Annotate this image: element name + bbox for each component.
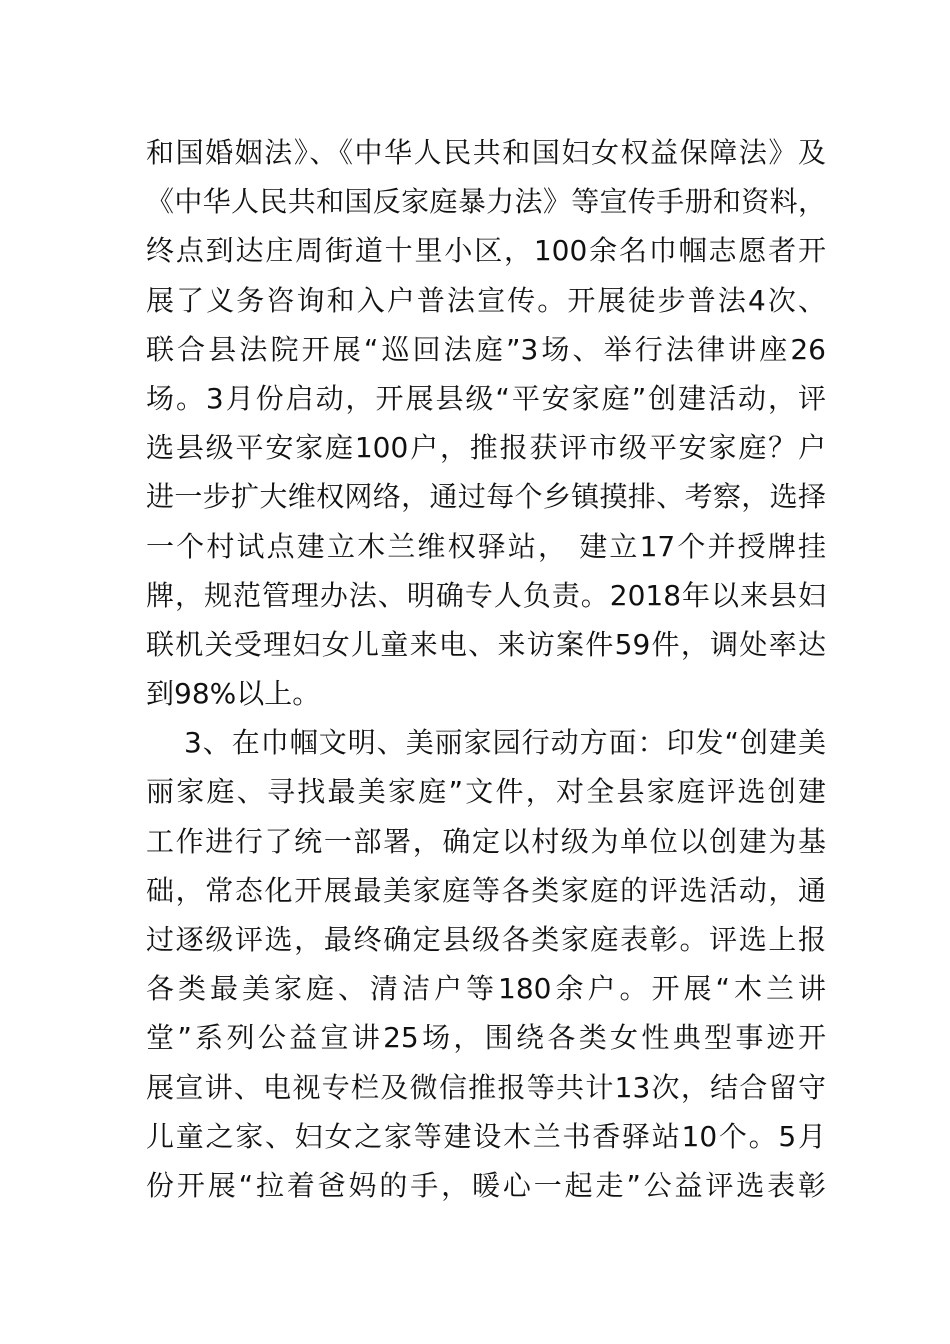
- text-line: 儿童之家、妇女之家等建设木兰书香驿站10个。5月: [146, 1119, 826, 1153]
- body-text: [146, 128, 826, 1210]
- text-line: 丽家庭、寻找最美家庭”文件，对全县家庭评选创建: [146, 775, 826, 809]
- text-line: 工作进行了统一部署，确定以村级为单位以创建为基: [146, 824, 826, 858]
- text-line: 《中华人民共和国反家庭暴力法》等宣传手册和资料，: [146, 185, 826, 219]
- text-line: 选县级平安家庭100户，推报获评市级平安家庭？户: [146, 431, 826, 465]
- paragraph-first-line: 3、在巾帼文明、美丽家园行动方面：印发“创建美: [184, 726, 826, 760]
- text-line: 展宣讲、电视专栏及微信推报等共计13次，结合留守: [146, 1070, 826, 1104]
- text-line: 础，常态化开展最美家庭等各类家庭的评选活动，通: [146, 873, 826, 907]
- text-line: 过逐级评选，最终确定县级各类家庭表彰。评选上报: [146, 923, 826, 956]
- text-line: 进一步扩大维权网络，通过每个乡镇摸排、考察，选择: [146, 480, 826, 514]
- text-line: 一个村试点建立木兰维权驿站， 建立17个并授牌挂: [146, 529, 826, 563]
- text-line: 展了义务咨询和入户普法宣传。开展徒步普法4次、: [146, 283, 826, 317]
- text-line: 堂”系列公益宣讲25场，围绕各类女性典型事迹开: [146, 1021, 826, 1055]
- text-line: 联机关受理妇女儿童来电、来访案件59件，调处率达: [146, 627, 826, 661]
- text-line: 和国婚姻法》、《中华人民共和国妇女权益保障法》及: [146, 136, 826, 169]
- text-line: 场。3月份启动，开展县级“平安家庭”创建活动，评: [146, 381, 826, 415]
- text-line: 联合县法院开展“巡回法庭”3场、举行法律讲座26: [146, 332, 826, 366]
- text-line: 终点到达庄周街道十里小区，100余名巾帼志愿者开: [146, 234, 826, 268]
- text-line: 各类最美家庭、清洁户等180余户。开展“木兰讲: [146, 972, 826, 1006]
- text-line: 份开展“拉着爸妈的手，暖心一起走”公益评选表彰: [146, 1168, 826, 1202]
- text-line: 到98%以上。: [146, 677, 321, 711]
- text-line: 牌，规范管理办法、明确专人负责。2018年以来县妇: [146, 578, 826, 612]
